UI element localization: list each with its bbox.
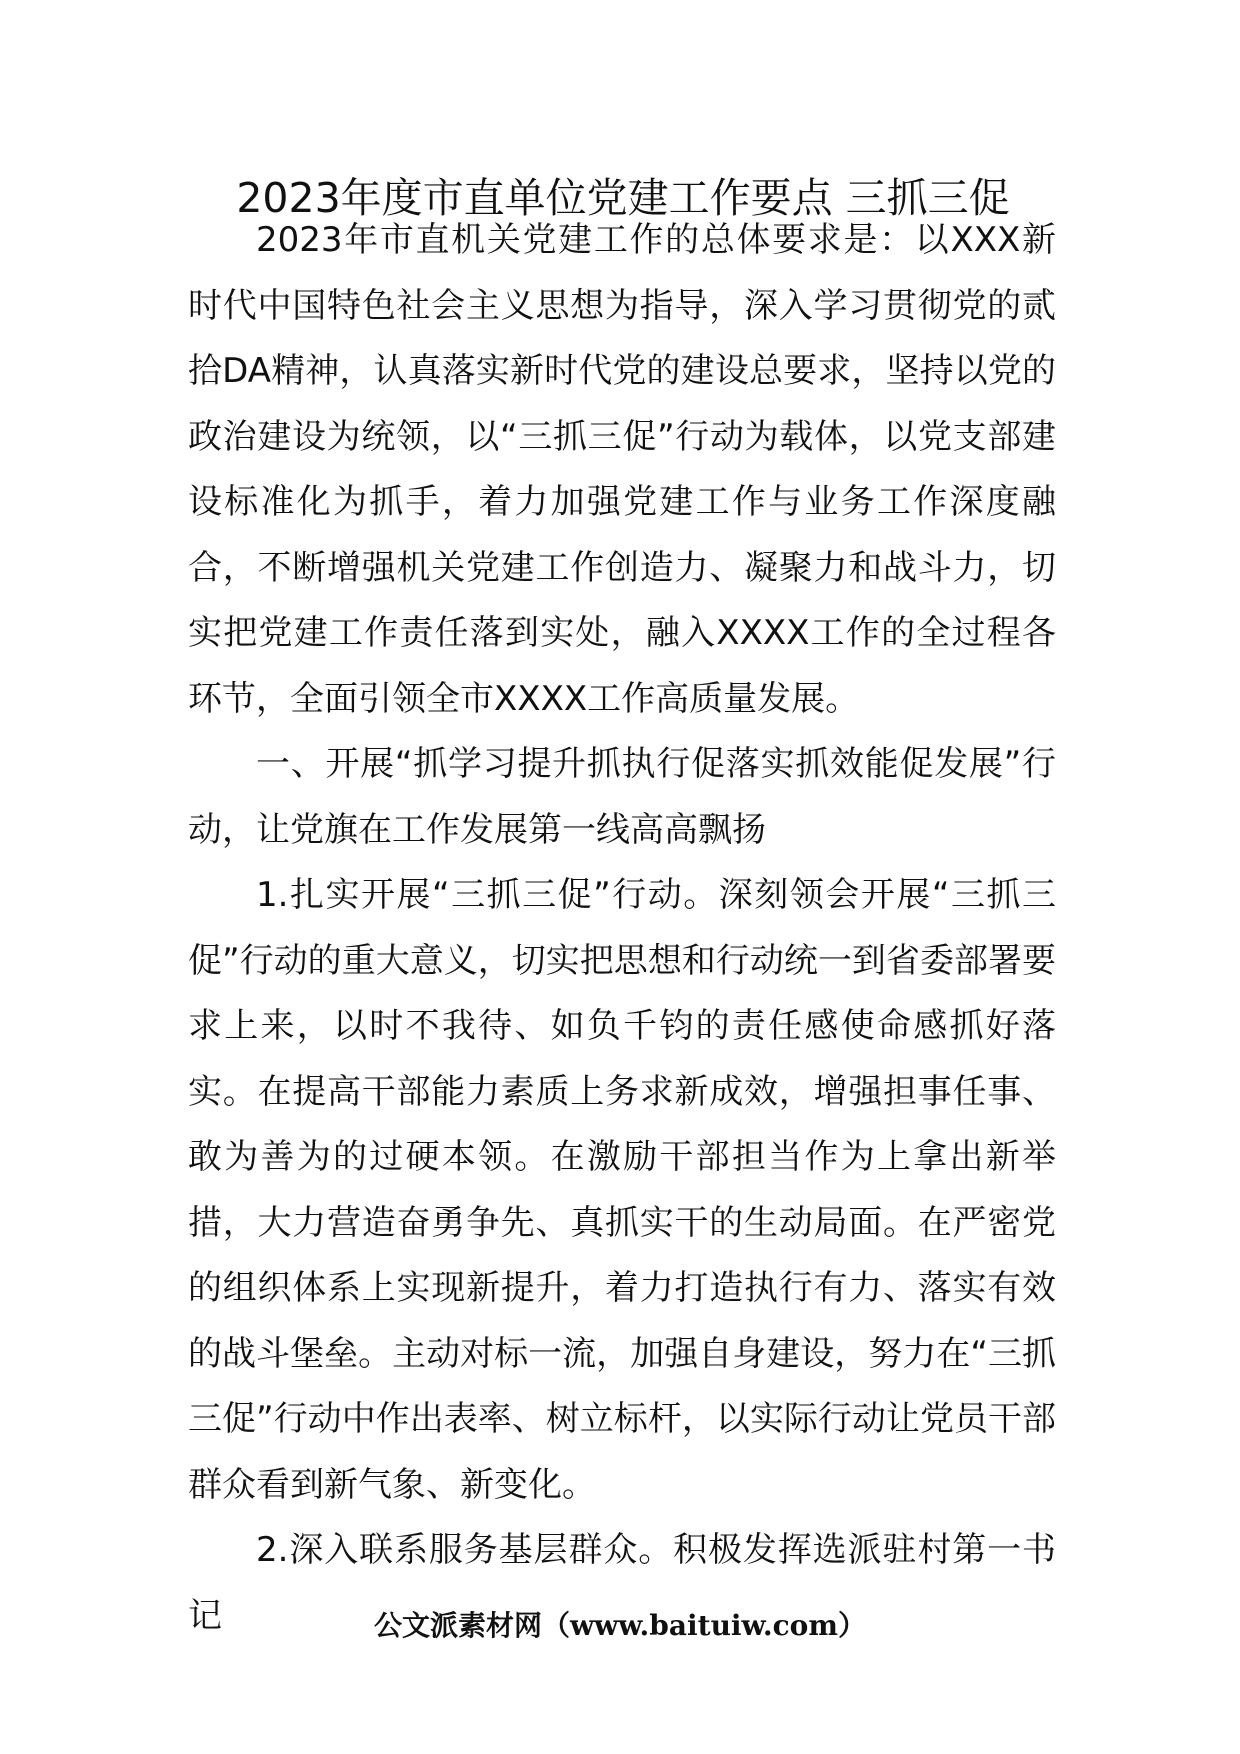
document-body	[188, 208, 1056, 1649]
paragraph-item-2: 2.深入联系服务基层群众。积极发挥选派驻村第一书记	[188, 1530, 1056, 1636]
section-heading-1: 一、开展“抓学习提升抓执行促落实抓效能促发展”行动，让党旗在工作发展第一线高高飘扬	[188, 744, 1056, 850]
footer-watermark: 公文派素材网（www.baituiw.com）	[374, 1609, 866, 1642]
paragraph-item-1: 1.扎实开展“三抓三促”行动。深刻领会开展“三抓三促”行动的重大意义，切实把思想和行动统一到省委部署要求上来，以时不我待、如负千钧的责任感使命感抓好落实。在提高干部能力素质上务求新成效，增强担事任事、敢为善为的过硬本领。在激励干部担当作为上拿出新举措，大力营造奋勇争先、真抓实干的生动局面。在严密党的组织体系上实现新提升，着力打造执行有力、落实有效的战斗堡垒。主动对标一流，加强自身建设，努力在“三抓三促”行动中作出表率、树立标杆，以实际行动让党员干部群众看到新气象、新变化。	[188, 875, 1056, 1505]
paragraph-intro: 2023年市直机关党建工作的总体要求是：以XXX新时代中国特色社会主义思想为指导，深入学习贯彻党的贰拾DA精神，认真落实新时代党的建设总要求，坚持以党的政治建设为统领，以“三抓三促”行动为载体，以党支部建设标准化为抓手，着力加强党建工作与业务工作深度融合，不断增强机关党建工作创造力、凝聚力和战斗力，切实把党建工作责任落到实处，融入XXXX工作的全过程各环节，全面引领全市XXXX工作高质量发展。	[188, 220, 1056, 719]
document-title: 2023年度市直单位党建工作要点 三抓三促	[236, 174, 1010, 222]
